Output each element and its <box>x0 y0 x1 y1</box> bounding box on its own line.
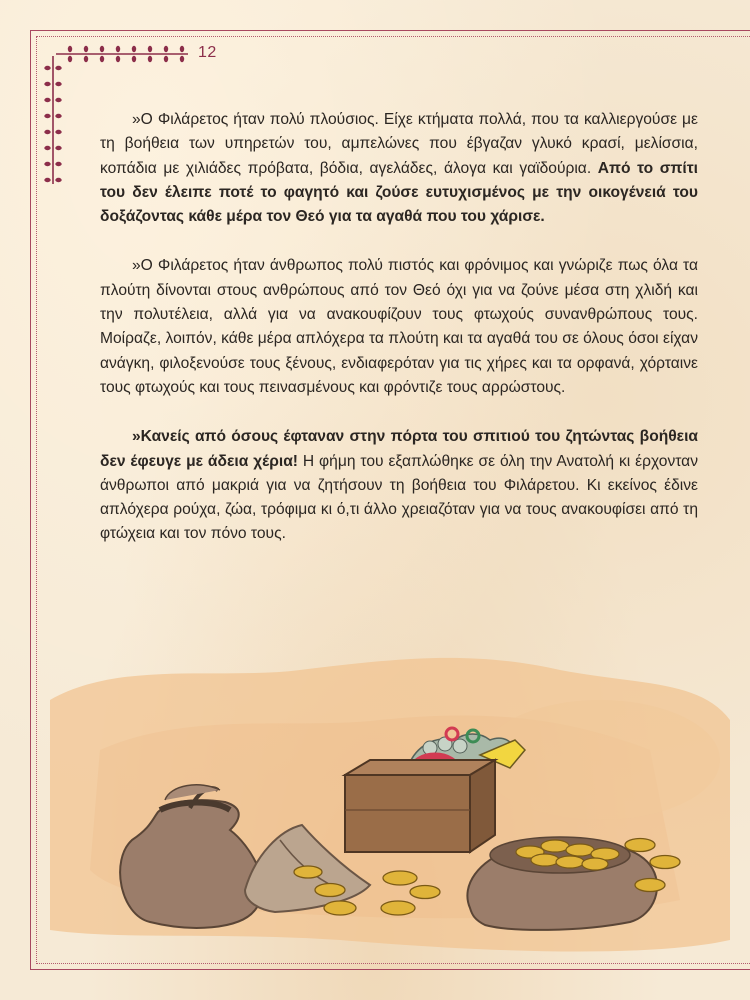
paragraph-1-bold-text: Από το σπίτι του δεν έλειπε ποτέ το φαγητό και ζούσε ευτυχισμένος με την οικογένειά του δοξάζοντας κάθε μέρα τον Θεό για τα αγαθά που του χάρισε. <box>100 159 698 226</box>
money-sack-right <box>467 837 657 930</box>
vine-ornament-top <box>52 44 192 64</box>
paragraph-1-text: »Ο Φιλάρετος ήταν πολύ πλούσιος. Είχε κτήματα πολλά, που τα καλλιεργούσε με τη βοήθεια των υπηρετών του, αμπελώνες που έβγαζαν γλυκό κρασί, μελίσσια, κοπάδια με χιλιάδες πρόβατα, βόδια, αγελάδες, άλογα και γαϊδούρια. <box>100 111 698 177</box>
vine-ornament-left <box>43 54 63 188</box>
paragraph-3-text: Η φήμη του εξαπλώθηκε σε όλη την Ανατολή κι έρχονταν άνθρωποι από μακριά για να ζητήσουν τη βοήθεια του Φιλάρετου. Κι εκείνος έδινε απλόχερα ρούχα, ζώα, τρόφιμα κι ό,τι άλλο χρειαζόταν για να τους ανακουφίσει από τη φτώχεια και τον πόνο τους. <box>100 452 698 543</box>
paragraph-2-text: »Ο Φιλάρετος ήταν άνθρωπος πολύ πιστός και φρόνιμος και γνώριζε πως όλα τα πλούτη δίνονται στους ανθρώπους από τον Θεό όχι για να ζούνε μέσα στη χλιδή και την πολυτέλεια, αλλά για να ανακουφίζουν τους φτωχούς συνανθρώπους τους. Μοίραζε, λοιπόν, κάθε μέρα απλόχερα τα πλούτη και τα αγαθά του σε όλους όσοι είχαν ανάγκη, φιλοξενούσε τους ξένους, ενδιαφερόταν για τις χήρες και τα ορφανά, χόρταινε τους φτωχούς και τους πεινασμένους και φρόντιζε τους αρρώστους. <box>100 257 698 396</box>
paragraph-3 <box>100 425 698 546</box>
treasure-sacks-illustration <box>40 640 740 960</box>
story-text <box>100 108 698 572</box>
paragraph-1 <box>100 108 698 229</box>
page-number: 12 <box>198 44 217 61</box>
paragraph-3-bold-text: »Κανείς από όσους έφταναν στην πόρτα του σπιτιού του ζητώντας βοήθεια δεν έφευγε με άδεια χέρια! <box>100 428 698 470</box>
paragraph-2 <box>100 254 698 400</box>
